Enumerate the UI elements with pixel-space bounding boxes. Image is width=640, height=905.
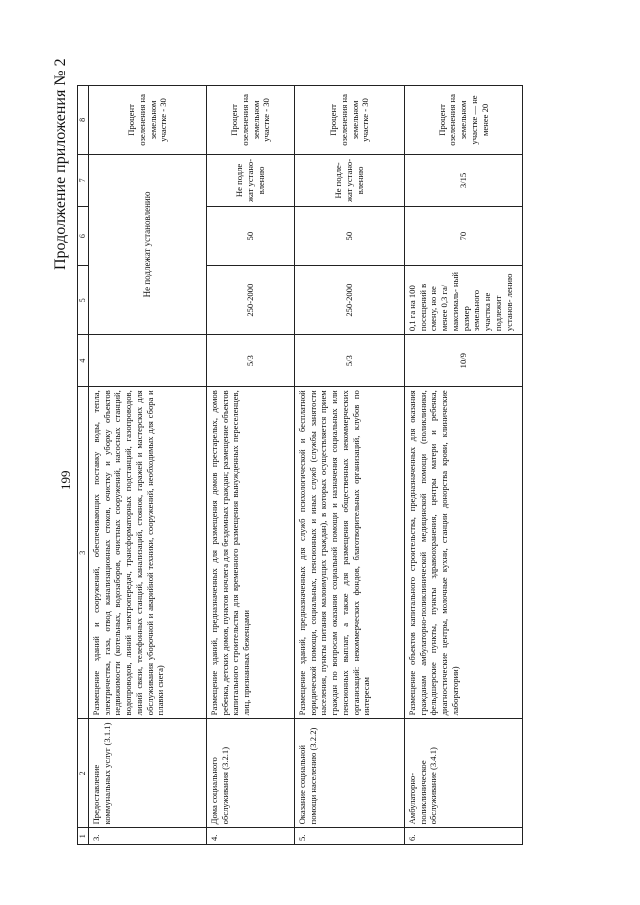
use-type-description: Размещение объектов капитального строительства, предназначенных для оказания гражданам амбулаторно-поликлинической медицинской помощи (поликлиники, фельдшерские пункты, пункты здравоохранения, центры матери и ребенка, диагностические центры, молочные кухни, станции донорства крови, клинические лаборатории) <box>405 387 523 719</box>
floors-cell: 10/9 <box>405 335 523 387</box>
col-header: 6 <box>78 207 89 266</box>
col-header: 4 <box>78 335 89 387</box>
not-established-note: Не подлежат установлению <box>89 154 207 334</box>
use-type-name: Амбулаторно-поликлиническое обслуживание (3.4.1) <box>405 719 523 828</box>
coverage-cell: 70 <box>405 207 523 266</box>
table-row <box>405 86 523 845</box>
greening-cell: Процент озеленения на земельном участке - 30 <box>295 86 405 155</box>
setback-cell: Не подле- жат устано- влению <box>295 154 405 206</box>
use-type-description: Размещение зданий и сооружений, обеспечивающих поставку воды, тепла, электричества, газа, отвод канализационных стоков, очистку и уборку объектов недвижимости (котельных, водозаборов, очистных сооружений, насосных станций, водопроводов, линий электропередач, трансформаторных подстанций, газопроводов, линий связи, телефонных станций, канализаций, стоянок, гаражей и мастерских для обслуживания уборочной и аварийной техники, сооружений, необходимых для сбора и плавки снега) <box>89 387 207 719</box>
greening-cell: Процент озеленения на земельном участке - 30 <box>89 86 207 155</box>
table-row <box>207 86 295 845</box>
greening-cell: Процент озеленения на земельном участке — не менее 20 <box>405 86 523 155</box>
table-row <box>89 86 207 845</box>
setback-cell: 3/15 <box>405 154 523 206</box>
row-number: 5. <box>295 828 405 845</box>
greening-cell: Процент озеленения на земельном участке - 30 <box>207 86 295 155</box>
coverage-cell: 50 <box>207 207 295 266</box>
floors-cell <box>89 335 207 387</box>
regulations-table <box>77 85 523 845</box>
row-number: 3. <box>89 828 207 845</box>
col-header: 5 <box>78 266 89 335</box>
setback-cell: Не подле жат устано- влению <box>207 154 295 206</box>
page-number: 199 <box>58 470 73 490</box>
col-header: 3 <box>78 387 89 719</box>
floors-cell: 5/3 <box>295 335 405 387</box>
plot-size-cell: 250-2000 <box>207 266 295 335</box>
use-type-name: Оказание социальной помощи населению (3.2.2) <box>295 719 405 828</box>
col-header: 7 <box>78 154 89 206</box>
use-type-description: Размещение зданий, предназначенных для служб психологической и бесплатной юридической помощи, социальных, пенсионных и иных служб (службы занятости населения, пункты питания малоимущих граждан), в которых осуществляется прием граждан по вопросам оказания социальной помощи и назначения социальных или пенсионных выплат, а также для размещения общественных некоммерческих организаций: некоммерческих фондов, благотворительных организаций, клубов по интересам <box>295 387 405 719</box>
plot-size-cell: 250-2000 <box>295 266 405 335</box>
use-type-name: Предоставление коммунальных услуг (3.1.1) <box>89 719 207 828</box>
regulations-table-wrapper <box>77 85 522 845</box>
plot-size-cell: 0,1 га на 100 посещений в смену, но не менее 0,3 га/ максималь- ный размер земельного участка не подлежит установ- лению <box>405 266 523 335</box>
coverage-cell: 50 <box>295 207 405 266</box>
row-number: 6. <box>405 828 523 845</box>
col-header: 2 <box>78 719 89 828</box>
row-number: 4. <box>207 828 295 845</box>
column-number-row <box>78 86 89 845</box>
col-header: 1 <box>78 828 89 845</box>
use-type-description: Размещение зданий, предназначенных для размещения домов престарелых, домов ребенка, детских домов, пунктов ночлега для бездомных граждан; размещение объектов капитального строительства для временного размещения вынужденных переселенцев, лиц, признанных беженцами <box>207 387 295 719</box>
floors-cell: 5/3 <box>207 335 295 387</box>
use-type-name: Дома социального обслуживания (3.2.1) <box>207 719 295 828</box>
continuation-title: Продолжение приложения № 2 <box>52 58 69 270</box>
table-row <box>295 86 405 845</box>
col-header: 8 <box>78 86 89 155</box>
